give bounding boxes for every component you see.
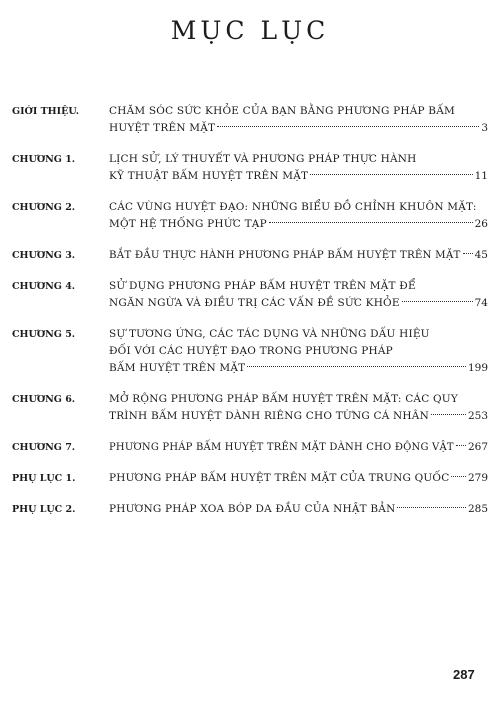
toc-entry-label: CHƯƠNG 1. — [12, 154, 76, 165]
toc-entry-label: PHỤ LỤC 2. — [12, 504, 76, 515]
page-title: MỤC LỤC — [170, 16, 330, 45]
dot-leader — [456, 445, 466, 446]
toc-entry-title-line: TRÌNH BẤM HUYỆT DÀNH RIÊNG CHO TỪNG CÁ NHÂN — [109, 410, 429, 422]
toc-entry-title-line: BẮT ĐẦU THỰC HÀNH PHƯƠNG PHÁP BẤM HUYỆT TRÊN MẶT — [109, 249, 461, 261]
toc-entry-page: 11 — [474, 170, 488, 182]
toc-entry-page: 253 — [467, 410, 488, 422]
toc-entry[interactable] — [12, 103, 488, 137]
dot-leader — [431, 414, 466, 415]
toc-entry[interactable] — [12, 470, 488, 487]
toc-entry-label: GIỚI THIỆU. — [12, 106, 80, 117]
toc-entry-title-line: BẤM HUYỆT TRÊN MẶT — [109, 362, 246, 374]
toc-entry-label: CHƯƠNG 5. — [12, 329, 76, 340]
toc-entry-title — [109, 439, 488, 456]
toc-entry[interactable] — [12, 278, 488, 312]
toc-entry-title-line: NGĂN NGỪA VÀ ĐIỀU TRỊ CÁC VẤN ĐỀ SỨC KHỎE — [109, 297, 400, 309]
toc-entry-title — [109, 391, 488, 425]
toc-entry[interactable] — [12, 326, 488, 377]
toc-entry-label: CHƯƠNG 2. — [12, 202, 76, 213]
toc-entry[interactable] — [12, 199, 488, 233]
dot-leader — [310, 174, 472, 175]
toc-entry[interactable] — [12, 391, 488, 425]
toc-entry-title — [109, 247, 488, 264]
toc-entry-title-line: LỊCH SỬ, LÝ THUYẾT VÀ PHƯƠNG PHÁP THỰC HÀNH — [109, 153, 417, 165]
toc-entry-title-line: SỰ TƯƠNG ỨNG, CÁC TÁC DỤNG VÀ NHỮNG DẤU HIỆU — [109, 328, 430, 340]
toc-entry-page: 74 — [474, 297, 488, 309]
toc-entry-title — [109, 103, 488, 137]
toc-entry-label: CHƯƠNG 7. — [12, 442, 76, 453]
dot-leader — [402, 301, 473, 302]
toc-entry-title — [109, 470, 488, 487]
toc-entry-page: 285 — [467, 503, 488, 515]
toc-entry[interactable] — [12, 151, 488, 185]
toc-entry-label: PHỤ LỤC 1. — [12, 473, 76, 484]
toc-entry-page: 3 — [481, 122, 488, 134]
toc-entry-title-line: CHĂM SÓC SỨC KHỎE CỦA BẠN BẰNG PHƯƠNG PHÁP BẤM — [109, 105, 455, 117]
toc-entry-title — [109, 278, 488, 312]
dot-leader — [397, 507, 465, 508]
toc-entry-title-line: KỸ THUẬT BẤM HUYỆT TRÊN MẶT — [109, 170, 309, 182]
toc-entry-title-line: ĐỐI VỚI CÁC HUYỆT ĐẠO TRONG PHƯƠNG PHÁP — [109, 345, 393, 357]
toc-entry-title — [109, 151, 488, 185]
toc-entry-label: CHƯƠNG 6. — [12, 394, 76, 405]
dot-leader — [451, 476, 465, 477]
toc-entry-label: CHƯƠNG 4. — [12, 281, 76, 292]
page-number: 287 — [453, 667, 475, 682]
toc-entry-title-line: HUYỆT TRÊN MẶT — [109, 122, 216, 134]
toc-entry-page: 267 — [467, 441, 488, 453]
toc-entry-title-line: CÁC VÙNG HUYỆT ĐẠO: NHỮNG BIỂU ĐỒ CHỈNH KHUÔN MẶT: — [109, 201, 477, 213]
toc-entry-label: CHƯƠNG 3. — [12, 250, 76, 261]
dot-leader — [217, 126, 479, 127]
dot-leader — [247, 366, 466, 367]
toc-entry[interactable] — [12, 439, 488, 456]
toc-entry-title-line: SỬ DỤNG PHƯƠNG PHÁP BẤM HUYỆT TRÊN MẶT ĐỂ — [109, 280, 416, 292]
toc-entry-title-line: MỘT HỆ THỐNG PHỨC TẠP — [109, 218, 267, 230]
toc-entry-title-line: PHƯƠNG PHÁP BẤM HUYỆT TRÊN MẶT DÀNH CHO ĐỘNG VẬT — [109, 442, 454, 453]
toc-entry[interactable] — [12, 247, 488, 264]
toc-entry-title-line: PHƯƠNG PHÁP BẤM HUYỆT TRÊN MẶT CỦA TRUNG QUỐC — [109, 472, 450, 484]
toc-entry-page: 45 — [474, 249, 488, 261]
toc-entry[interactable] — [12, 501, 488, 518]
toc-entry-page: 26 — [474, 218, 488, 230]
toc-entry-page: 199 — [467, 362, 488, 374]
dot-leader — [269, 222, 473, 223]
toc-entry-title-line: PHƯƠNG PHÁP XOA BÓP DA ĐẦU CỦA NHẬT BẢN — [109, 503, 396, 515]
dot-leader — [463, 253, 473, 254]
toc-entry-title-line: MỞ RỘNG PHƯƠNG PHÁP BẤM HUYỆT TRÊN MẶT: CÁC QUY — [109, 393, 458, 405]
table-of-contents — [12, 103, 488, 532]
toc-entry-title — [109, 199, 488, 233]
toc-entry-title — [109, 326, 488, 377]
toc-entry-title — [109, 501, 488, 518]
toc-entry-page: 279 — [467, 472, 488, 484]
